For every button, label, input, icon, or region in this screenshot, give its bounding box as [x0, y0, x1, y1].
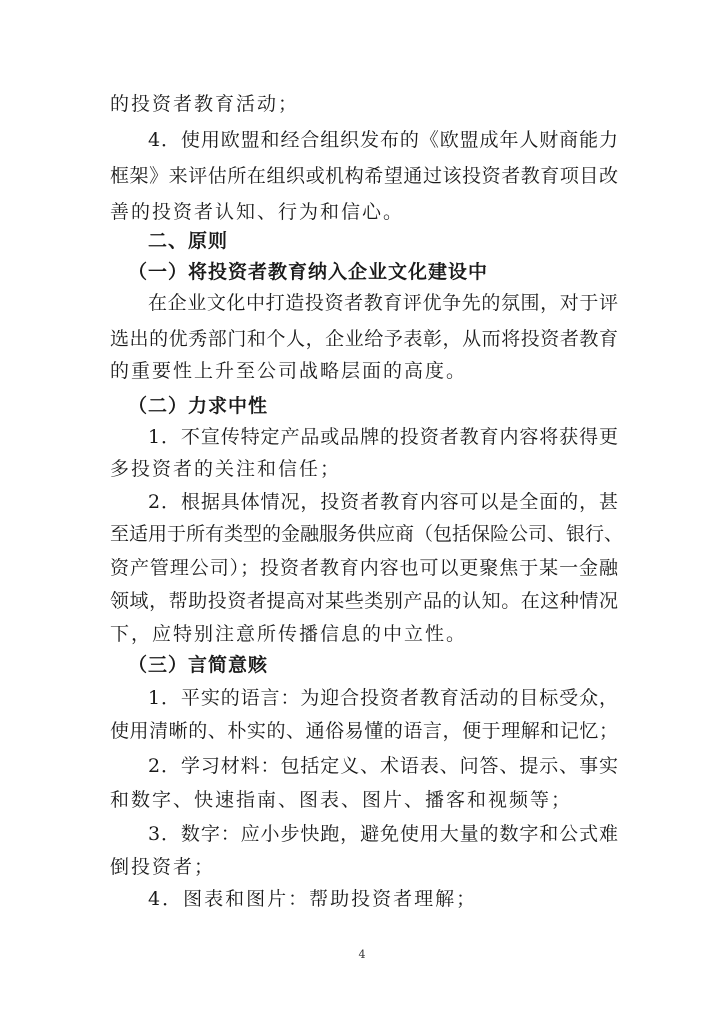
- text-line: 4．使用欧盟和经合组织发布的《欧盟成年人财商能力: [148, 129, 618, 151]
- text-line: 倒投资者；: [110, 856, 216, 878]
- text-line: 使用清晰的、朴实的、通俗易懂的语言，便于理解和记忆；: [110, 720, 618, 742]
- text-line: 1．平实的语言：为迎合投资者教育活动的目标受众，: [148, 687, 618, 709]
- text-line: 和数字、快速指南、图表、图片、播客和视频等；: [110, 789, 573, 811]
- text-line: 2．学习材料：包括定义、术语表、问答、提示、事实: [148, 755, 618, 777]
- text-line: 领域，帮助投资者提高对某些类别产品的认知。在这种情况: [110, 590, 618, 612]
- text-line: 至适用于所有类型的金融服务供应商（包括保险公司、银行、: [110, 523, 624, 545]
- text-line: 的投资者教育活动；: [110, 93, 300, 115]
- text-line: 下，应特别注意所传播信息的中立性。: [110, 623, 468, 645]
- subsection-heading: （二）力求中性: [128, 395, 269, 417]
- text-line: 的重要性上升至公司战略层面的高度。: [110, 360, 468, 382]
- text-line: 多投资者的关注和信任；: [110, 458, 342, 480]
- text-line: 4．图表和图片：帮助投资者理解；: [148, 888, 478, 910]
- text-line: 选出的优秀部门和个人，企业给予表彰，从而将投资者教育: [110, 328, 618, 350]
- section-heading: 二、原则: [148, 230, 229, 252]
- subsection-heading: （三）言简意赅: [128, 654, 269, 676]
- text-line: 在企业文化中打造投资者教育评优争先的氛围，对于评: [148, 292, 618, 314]
- text-line: 1．不宣传特定产品或品牌的投资者教育内容将获得更: [148, 426, 618, 448]
- text-line: 善的投资者认知、行为和信心。: [110, 201, 405, 223]
- subsection-heading: （一）将投资者教育纳入企业文化建设中: [128, 261, 489, 283]
- page-number: 4: [358, 948, 366, 961]
- text-line: 框架》来评估所在组织或机构希望通过该投资者教育项目改: [110, 165, 618, 187]
- text-line: 2．根据具体情况，投资者教育内容可以是全面的，甚: [148, 491, 618, 513]
- text-line: 3．数字：应小步快跑，避免使用大量的数字和公式难: [148, 823, 618, 845]
- text-line: 资产管理公司）；投资者教育内容也可以更聚焦于某一金融: [110, 557, 618, 579]
